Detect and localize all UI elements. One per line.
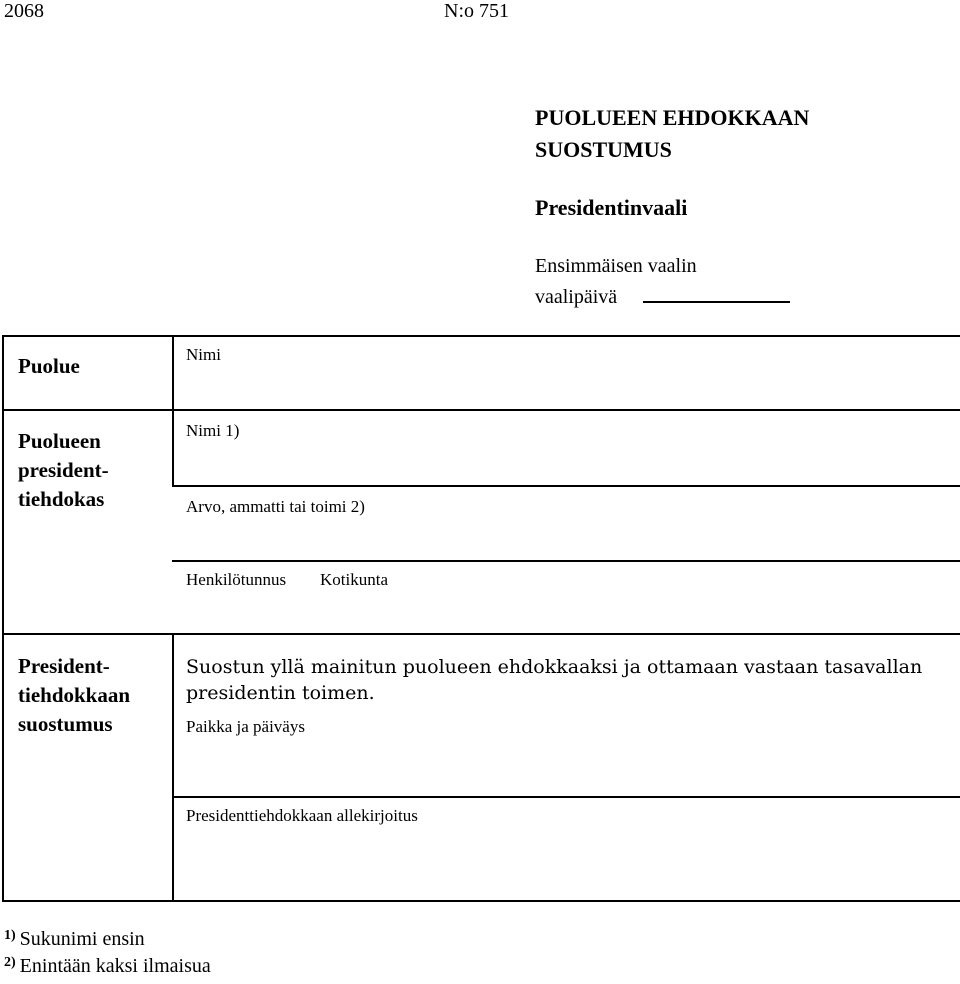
row-divider-candidate-name <box>172 485 960 487</box>
candidate-label-line3: tiehdokas <box>18 487 105 511</box>
row-divider-candidate <box>4 633 960 635</box>
consent-label-line2: tiehdokkaan <box>18 683 131 707</box>
footnote-1 <box>4 928 145 951</box>
consent-statement-line2: presidentin toimen. <box>186 682 375 704</box>
page-number: 2068 <box>4 0 44 22</box>
col-divider-party <box>172 335 174 409</box>
row-divider-candidate-title <box>172 560 960 562</box>
party-name-field[interactable]: Nimi <box>186 345 221 364</box>
form-title-line2: SUOSTUMUS <box>535 137 672 162</box>
footnote-2 <box>4 955 211 978</box>
form-table <box>2 335 960 902</box>
consent-statement-line1: Suostun yllä mainitun puolueen ehdokkaaksi ja ottamaan vastaan tasavallan <box>186 656 923 678</box>
candidate-title-field[interactable]: Arvo, ammatti tai toimi 2) <box>186 497 365 516</box>
candidate-id-field[interactable]: Henkilötunnus <box>186 570 287 589</box>
footnote-1-marker: 1) <box>4 928 16 943</box>
place-date-field[interactable]: Paikka ja päiväys <box>186 717 305 736</box>
row-divider-party <box>4 409 960 411</box>
election-date-blank[interactable] <box>643 301 790 303</box>
election-date-label-line2: vaalipäivä <box>535 286 618 308</box>
election-date-label-line1: Ensimmäisen vaalin <box>535 255 697 277</box>
form-title-line1: PUOLUEEN EHDOKKAAN <box>535 105 810 130</box>
consent-label-line1: President- <box>18 654 110 678</box>
footnote-2-text: Enintään kaksi ilmaisua <box>19 955 211 977</box>
election-type: Presidentinvaali <box>535 195 688 220</box>
candidate-label-line1: Puolueen <box>18 429 101 453</box>
candidate-municipality-field[interactable]: Kotikunta <box>320 570 388 589</box>
row-divider-place-date <box>172 796 960 798</box>
party-label: Puolue <box>18 354 80 378</box>
signature-field[interactable]: Presidenttiehdokkaan allekirjoitus <box>186 806 418 825</box>
candidate-label-line2: president- <box>18 458 109 482</box>
col-divider-candidate <box>172 409 174 485</box>
footnote-1-text: Sukunimi ensin <box>19 928 145 950</box>
consent-label-line3: suostumus <box>18 712 113 736</box>
footnote-2-marker: 2) <box>4 955 16 970</box>
issue-number: N:o 751 <box>444 0 509 22</box>
candidate-name-field[interactable]: Nimi 1) <box>186 421 240 440</box>
col-divider-consent <box>172 633 174 902</box>
